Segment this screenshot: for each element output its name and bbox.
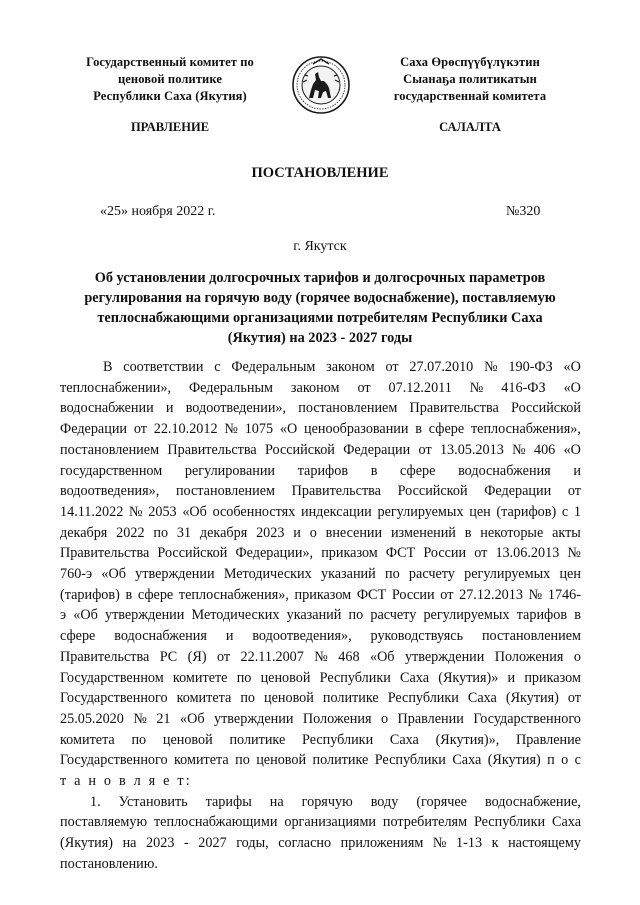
word: от [567,690,581,707]
word: водоснабжение, [484,793,581,810]
word: 2023 [256,524,285,541]
word: Установить [118,793,188,810]
word: Положения [302,710,372,727]
word: на [122,835,137,852]
item-line: постановлению. [60,855,158,872]
word: политике [322,690,379,707]
org-name-russian [60,54,280,105]
word: Саха [552,814,581,831]
word: постановлением [175,483,276,500]
org-name-line: ценовой политике [117,72,223,86]
body-line [60,626,581,647]
document-body [60,357,581,875]
word: В [103,359,113,375]
word: и [573,462,581,479]
word: по [131,731,147,748]
word: 416-ФЗ [501,379,546,396]
subject-line: регулирования на горячую воду (горячее водоснабжение), поставляемую [84,290,556,306]
word: 1 [573,503,581,520]
word: по [153,524,169,541]
word: водоотведения», [252,628,352,645]
org-name-line: Саха Өрөспүүбүлүкэтин [400,55,540,69]
word: (Якутия)» [438,669,499,686]
word: 27.12.2013 [459,586,523,603]
word: Правительства [60,648,150,665]
word: 2027 [198,835,227,852]
word: Федеральным [188,379,273,396]
word: особенностях [212,503,296,520]
word: ценовой [260,669,311,686]
word: о [561,752,569,769]
word: 27.07.2010 [409,359,474,375]
word: комитета [176,690,232,707]
word: внесении [325,524,383,541]
body-line [60,481,581,502]
word: 1746- [547,586,581,603]
word: Республики [473,814,546,831]
word: Государственного [60,752,168,769]
body-line [60,440,581,461]
word: Саха [467,690,497,707]
word: Российской [397,483,468,500]
word: указаний [286,607,342,624]
item-line [60,833,581,854]
word: теплоснабжения», [470,421,581,438]
word: теплоснабжающими [153,814,278,831]
word: № [314,648,328,665]
document-date: «25» ноября 2022 г. [100,204,216,219]
word: водоотведения», [60,483,160,500]
word: потребителям [382,814,468,831]
word: комитета [60,731,115,748]
body-line [60,668,581,689]
body-line [60,605,581,626]
word: сфере [400,462,436,479]
word: утверждении [104,607,185,624]
org-name-line: Государственный комитет по [86,55,254,69]
subject-line: (Якутия) на 2023 - 2027 годы [227,330,413,346]
word: постановлением [481,628,581,645]
word: «О [563,441,581,458]
document-city: г. Якутск [293,239,347,254]
word: о [573,648,581,665]
word: в [125,586,133,603]
word: Саха [400,669,430,686]
word: теплоснабжения», [178,586,289,603]
word: (Якутия)», [435,731,500,748]
word: «Об [73,607,98,624]
word: 31 [176,524,192,541]
word: «Об [179,710,205,727]
word: России [423,545,467,562]
document-subject [60,268,580,348]
word: Государственного [60,690,168,707]
word: изменений [390,524,456,541]
word: цен [559,566,581,583]
word: 22.10.2012 [153,421,218,438]
word: № [484,359,498,375]
word: э [60,607,67,624]
word: 468 [338,648,360,665]
word: 2023 [146,835,175,852]
word: регулируемых [464,566,551,583]
word: руководствуясь [370,628,464,645]
word: по [235,752,250,769]
word: 1. [90,793,101,810]
word: Федерации», [235,545,314,562]
word: приказом [524,669,581,686]
word: комитета [173,752,229,769]
word: расчету [408,566,455,583]
body-line [60,461,581,482]
word: горячую [301,793,353,810]
word: 760-э [60,566,93,583]
word: 406 [533,441,556,458]
word: № [133,710,147,727]
board-label-russian: ПРАВЛЕНИЕ [130,120,210,134]
word: РС [159,648,178,665]
body-line [60,523,581,544]
word: (Якутия) [60,835,114,852]
word: Республики [374,752,446,769]
word: от [133,421,147,438]
word: 1-13 [456,835,483,852]
subject-line: теплоснабжающими организациями потребителям Республики Саха [97,310,543,326]
board-label-yakut: САЛАЛТА [439,120,501,134]
word: 2053 [148,503,177,520]
word: ценовой [162,731,213,748]
body-line [60,502,581,523]
word: Методических [191,607,280,624]
word: «Об [101,566,126,583]
word: Правление [515,731,581,748]
word: с [574,752,581,769]
word: по [240,690,255,707]
word: утверждении [135,566,215,583]
word: декабря [60,524,108,541]
item-line [60,812,581,833]
word: (тарифов) [496,503,557,520]
word: Положения [494,648,564,665]
body-line [60,750,581,771]
body-line [60,357,581,378]
word: постановлением [298,400,398,417]
word: 13.06.2013 [495,545,560,562]
word: индексации [300,503,372,520]
word: Правительства [60,545,150,562]
word: утверждении [214,710,294,727]
word: постановлением [60,441,160,458]
word: «О [563,379,581,396]
word: 25.05.2020 [60,710,124,727]
word: Республики [387,690,459,707]
word: и [293,524,301,541]
word: водоотведении», [185,400,287,417]
word: № [528,586,543,603]
word: регулируемых [423,607,510,624]
word: по [348,607,364,624]
word: (Якутия) [505,690,559,707]
body-line [60,709,581,730]
word: с [214,359,221,375]
word: ценовой [256,752,307,769]
word: от [217,648,231,665]
word: некоторые [480,524,544,541]
body-line [60,688,581,709]
word: на [269,793,284,810]
word: в [574,607,581,624]
word: 1075 [244,421,274,438]
word: Правлении [397,710,464,727]
word: - [183,835,189,852]
word: № [224,421,238,438]
word: (горячее [416,793,467,810]
word: Российской [157,545,228,562]
word: утверждении [404,648,485,665]
word: о [380,710,389,727]
word: тарифы [205,793,252,810]
word: в [464,524,472,541]
word: указаний [320,566,376,583]
word: Методических [223,566,312,583]
word: соответствии [123,359,204,375]
word: Республики [319,669,391,686]
word: «О [563,359,581,375]
word: от [567,483,581,500]
word: Российской [264,441,335,458]
word: регулировании [184,462,276,479]
word: по [236,669,252,686]
word: № [432,835,447,852]
org-name-line: Республики Саха (Якутия) [93,89,247,103]
word: (Якутия) [487,752,541,769]
word: 13.05.2013 [439,441,504,458]
word: России [391,586,435,603]
word: Российской [511,400,581,417]
coat-of-arms-emblem-icon [291,54,351,116]
body-line [60,419,581,440]
word: ценообразовании [304,421,409,438]
word: 22.11.2007 [240,648,304,665]
word: комитете [172,669,228,686]
word: расчету [370,607,417,624]
word: 190-ФЗ [508,359,553,375]
org-name-yakut [360,54,580,105]
org-name-line: Сыанаҕа политикатын [403,72,537,86]
word: по [384,566,400,583]
word: законом [290,379,340,396]
word: сфере [137,586,174,603]
word: водоснабжения [458,462,551,479]
word: Правительства [167,441,257,458]
word: поставляемую [60,814,148,831]
word: законом [326,359,375,375]
word: и [225,628,234,645]
word: цен [469,503,491,520]
word: 21 [156,710,171,727]
word: регулируемых [377,503,464,520]
word: Саха [389,731,419,748]
word: от [474,545,488,562]
word: в [415,421,422,438]
word: приложениям [340,835,424,852]
word: сфере [428,421,465,438]
body-line: т а н о в л я е т: [60,773,192,790]
word: № [567,545,581,562]
word: акты [552,524,581,541]
word: Федерации [484,483,552,500]
body-line [60,543,581,564]
word: от [357,379,371,396]
word: тарифов [297,462,349,479]
word: «Об [369,648,395,665]
word: 2022 [116,524,145,541]
word: ценовой [264,690,314,707]
body-line [60,647,581,668]
word: «Об [182,503,207,520]
word: Федерации [343,441,411,458]
word: 14.11.2022 [60,503,124,520]
word: и [165,400,174,417]
word: от [418,441,432,458]
word: № [469,379,484,396]
word: согласно [278,835,332,852]
word: о [309,524,317,541]
item-line [60,792,581,813]
word: Правительства [291,483,381,500]
word: сфере [60,628,96,645]
word: политике [229,731,286,748]
word: настоящему [508,835,581,852]
word: п [547,752,555,769]
word: приказом [294,586,352,603]
word: Федеральным [231,359,316,375]
word: воду [370,793,399,810]
word: 07.12.2011 [388,379,452,396]
word: тарифов [516,607,568,624]
word: Федерации [60,421,128,438]
body-line [60,564,581,585]
word: к [491,835,499,852]
word: от [385,359,399,375]
word: приказом [321,545,378,562]
word: декабря [199,524,248,541]
word: «О [279,421,298,438]
word: водоснабжении [60,400,154,417]
word: в [370,462,378,479]
body-line [60,398,581,419]
word: (тарифов) [60,586,120,603]
document-title: ПОСТАНОВЛЕНИЕ [251,165,389,181]
word: годы, [236,835,269,852]
word: Правительства [409,400,499,417]
word: (Я) [187,648,207,665]
word: № [129,503,143,520]
word: от [440,586,454,603]
word: водоснабжения [114,628,207,645]
subject-line: Об установлении долгосрочных тарифов и долгосрочных параметров [94,270,546,286]
word: ФСТ [385,545,416,562]
word: Государственного [473,710,581,727]
body-line [60,378,581,399]
document-number: №320 [506,204,541,219]
body-line [60,730,581,751]
word: ФСТ [356,586,387,603]
word: Государственном [60,669,164,686]
word: организациями [284,814,377,831]
word: Саха [452,752,482,769]
body-line [60,585,581,606]
word: Республики [301,731,374,748]
word: с [561,503,569,520]
word: теплоснабжении», [60,379,171,396]
word: и [507,669,516,686]
word: № [512,441,526,458]
word: государственном [60,462,163,479]
org-name-line: государственнай комитета [393,89,547,103]
word: политике [312,752,369,769]
